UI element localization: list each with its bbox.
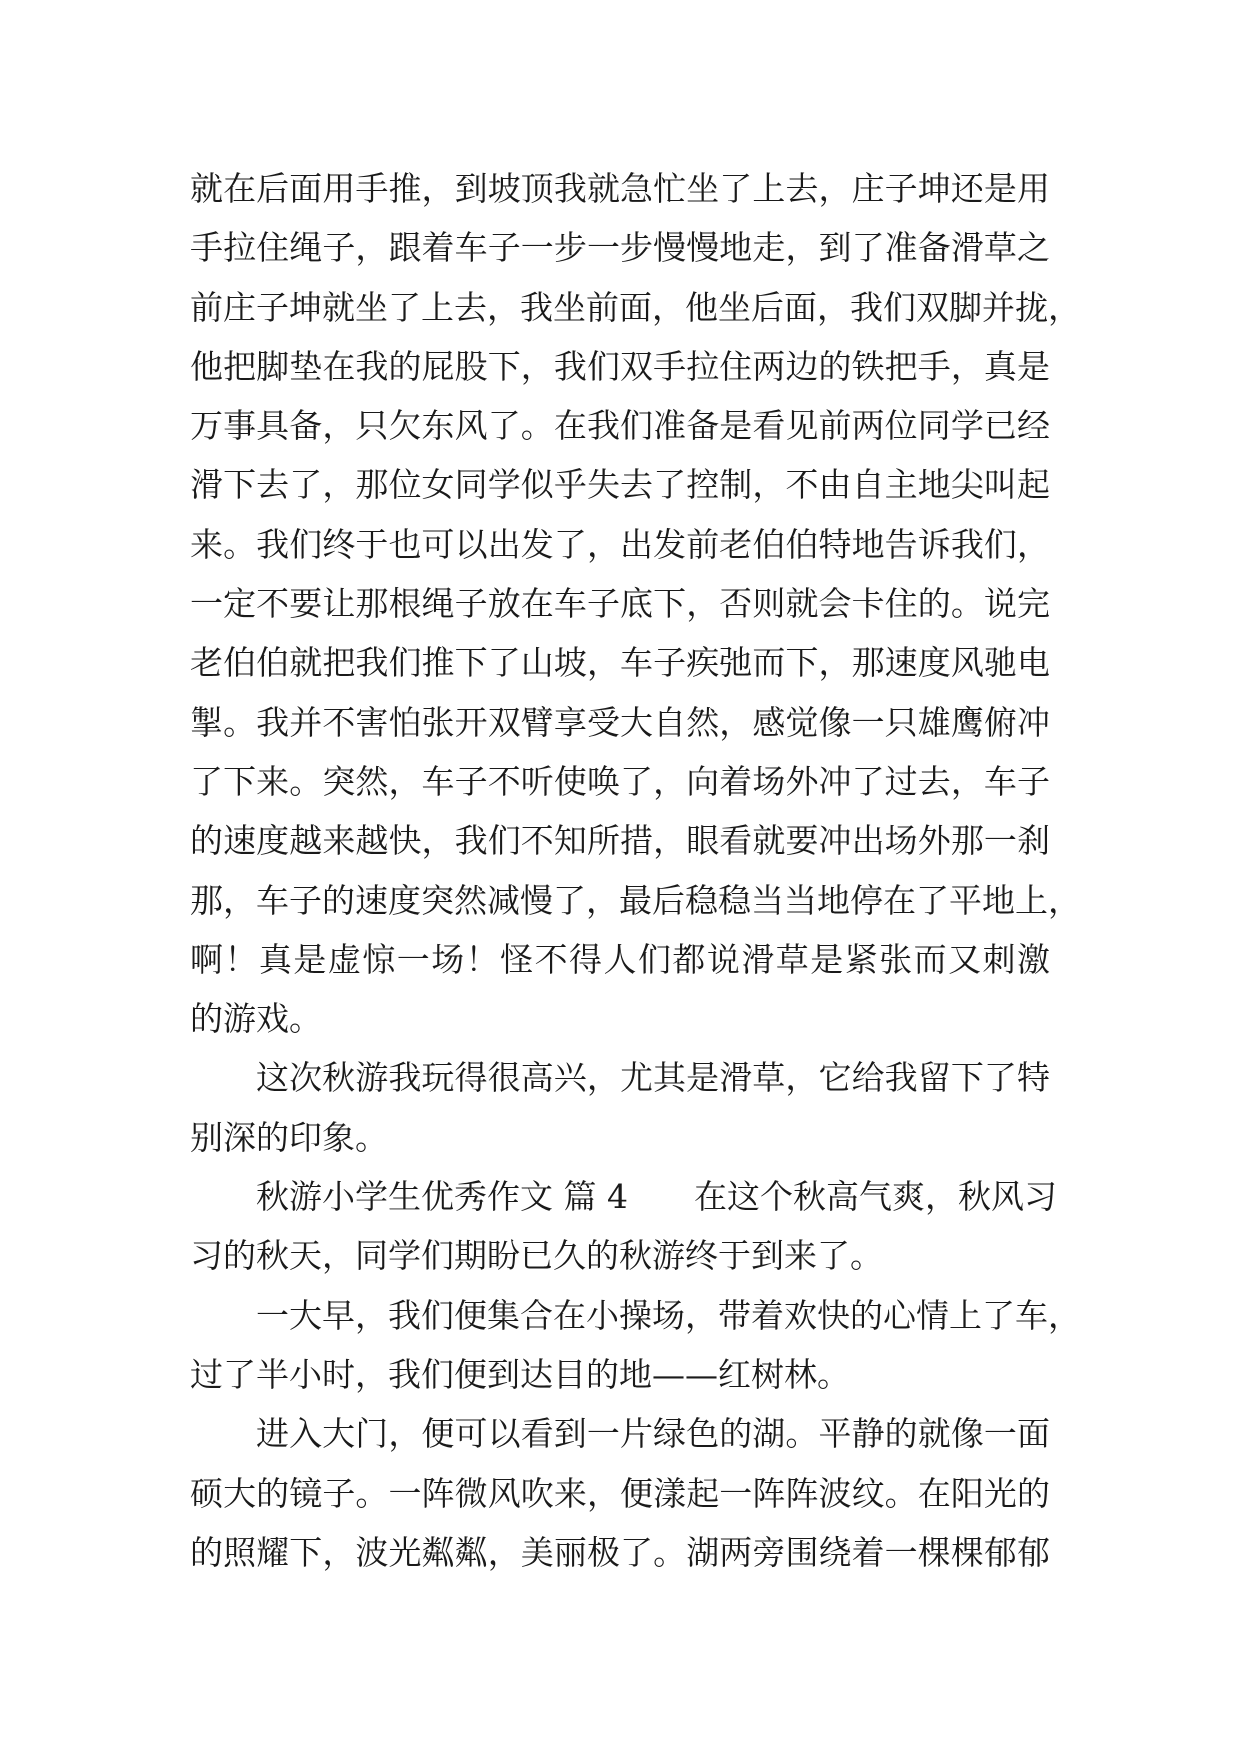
document-body	[190, 159, 1081, 1582]
text-line: 习的秋天，同学们期盼已久的秋游终于到来了。	[190, 1236, 883, 1276]
text-line: 来。我们终于也可以出发了，出发前老伯伯特地告诉我们，	[190, 524, 1050, 564]
text-line: 他把脚垫在我的屁股下，我们双手拉住两边的铁把手，真是	[190, 346, 1050, 386]
text-line: 万事具备，只欠东风了。在我们准备是看见前两位同学已经	[190, 406, 1050, 446]
text-line: 前庄子坤就坐了上去，我坐前面，他坐后面，我们双脚并拢，	[190, 287, 1081, 327]
section-heading-line	[190, 1167, 1057, 1226]
text-line: 别深的印象。	[190, 1117, 388, 1157]
text-line: 的速度越来越快，我们不知所措，眼看就要冲出场外那一刹	[190, 821, 1050, 861]
text-line: 掣。我并不害怕张开双臂享受大自然，感觉像一只雄鹰俯冲	[190, 702, 1050, 742]
text-line: 一定不要让那根绳子放在车子底下，否则就会卡住的。说完	[190, 584, 1050, 624]
text-line: 过了半小时，我们便到达目的地——红树林。	[190, 1354, 850, 1394]
paragraph-first-line: 进入大门，便可以看到一片绿色的湖。平静的就像一面	[256, 1414, 1050, 1454]
text-line: 就在后面用手推，到坡顶我就急忙坐了上去，庄子坤还是用	[190, 169, 1050, 208]
text-line: 那，车子的速度突然减慢了，最后稳稳当当地停在了平地上，	[190, 880, 1081, 920]
text-line: 滑下去了，那位女同学似乎失去了控制，不由自主地尖叫起	[190, 465, 1050, 505]
text-line: 老伯伯就把我们推下了山坡，车子疾弛而下，那速度风驰电	[190, 643, 1050, 683]
text-line: 的照耀下，波光粼粼，美丽极了。湖两旁围绕着一棵棵郁郁	[190, 1532, 1050, 1572]
paragraph-first-line: 一大早，我们便集合在小操场，带着欢快的心情上了车，	[256, 1295, 1081, 1335]
text-line: 硕大的镜子。一阵微风吹来，便漾起一阵阵波纹。在阳光的	[190, 1473, 1050, 1513]
text-line: 手拉住绳子，跟着车子一步一步慢慢地走，到了准备滑草之	[190, 228, 1050, 268]
section-heading: 秋游小学生优秀作文 篇 4	[256, 1177, 628, 1217]
paragraph-first-line: 这次秋游我玩得很高兴，尤其是滑草，它给我留下了特	[256, 1058, 1050, 1098]
text-line: 了下来。突然，车子不听使唤了，向着场外冲了过去，车子	[190, 761, 1050, 801]
text-line: 的游戏。	[190, 999, 322, 1039]
section-first-sentence: 在这个秋高气爽，秋风习	[693, 1177, 1057, 1217]
text-line: 啊！真是虚惊一场！怪不得人们都说滑草是紧张而又刺激	[190, 939, 1050, 979]
